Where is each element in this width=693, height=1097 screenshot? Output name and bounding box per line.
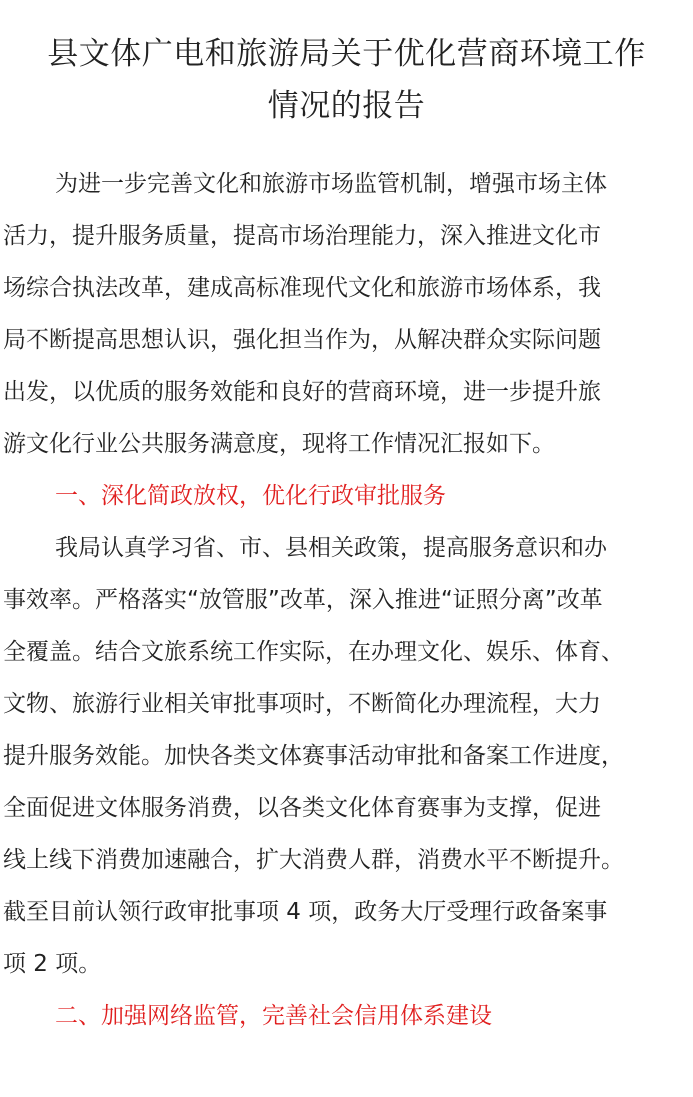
title-line-1: 县文体广电和旅游局关于优化营商环境工作 bbox=[47, 36, 646, 72]
intro-line-3: 场综合执法改革，建成高标准现代文化和旅游市场体系，我 bbox=[3, 275, 601, 301]
section-1-line-9: 项 2 项。 bbox=[3, 951, 102, 977]
section-1-line-3: 全覆盖。结合文旅系统工作实际，在办理文化、娱乐、体育、 bbox=[3, 639, 624, 665]
title-line-2: 情况的报告 bbox=[267, 88, 426, 124]
intro-paragraph bbox=[3, 158, 693, 470]
intro-line-2: 活力，提升服务质量，提高市场治理能力，深入推进文化市 bbox=[3, 223, 601, 249]
section-1-line-6: 全面促进文体服务消费，以各类文化体育赛事为支撑，促进 bbox=[3, 795, 601, 821]
intro-line-5: 出发，以优质的服务效能和良好的营商环境，进一步提升旅 bbox=[3, 379, 601, 405]
section-1-line-5: 提升服务效能。加快各类文体赛事活动审批和备案工作进度， bbox=[3, 743, 624, 769]
section-1-line-2: 事效率。严格落实“放管服”改革，深入推进“证照分离”改革 bbox=[3, 587, 603, 613]
intro-line-6: 游文化行业公共服务满意度，现将工作情况汇报如下。 bbox=[3, 431, 555, 457]
section-1-paragraph bbox=[3, 522, 693, 990]
document-body bbox=[3, 158, 693, 1042]
intro-line-1: 为进一步完善文化和旅游市场监管机制，增强市场主体 bbox=[55, 171, 607, 197]
section-heading-2-text: 二、加强网络监管，完善社会信用体系建设 bbox=[55, 1003, 492, 1029]
section-heading-2 bbox=[3, 990, 693, 1042]
document-title bbox=[0, 0, 693, 132]
section-1-line-4: 文物、旅游行业相关审批事项时，不断简化办理流程，大力 bbox=[3, 691, 601, 717]
section-1-line-8: 截至目前认领行政审批事项 4 项，政务大厅受理行政备案事 bbox=[3, 899, 608, 925]
section-heading-1 bbox=[3, 470, 693, 522]
section-1-line-7: 线上线下消费加速融合，扩大消费人群，消费水平不断提升。 bbox=[3, 847, 624, 873]
section-1-line-1: 我局认真学习省、市、县相关政策，提高服务意识和办 bbox=[55, 535, 607, 561]
section-heading-1-text: 一、深化简政放权，优化行政审批服务 bbox=[55, 483, 446, 509]
intro-line-4: 局不断提高思想认识，强化担当作为，从解决群众实际问题 bbox=[3, 327, 601, 353]
